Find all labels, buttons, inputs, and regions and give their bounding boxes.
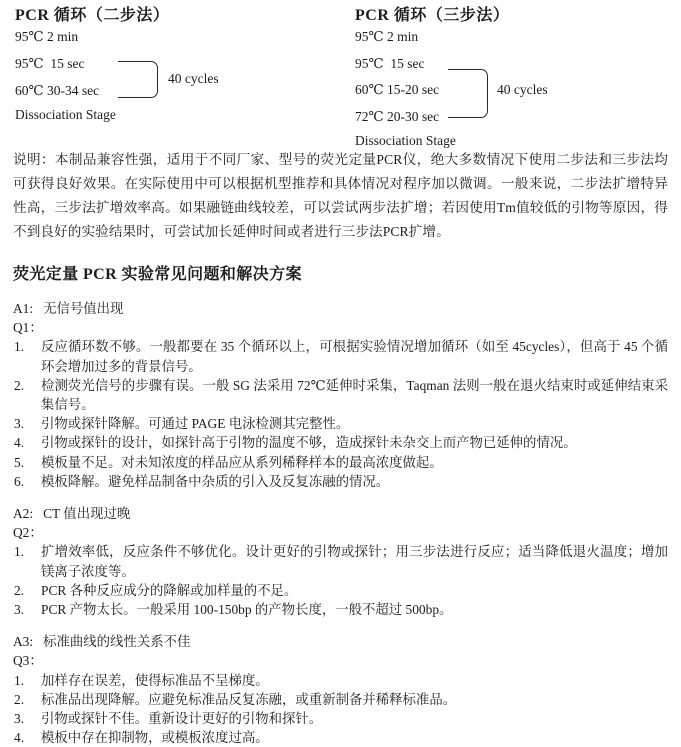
faq-2-item-1-text: 扩增效率低，反应条件不够优化。设计更好的引物或探针；用三步法进行反应；适当降低退火温度；增加镁离子浓度等。 [41, 544, 668, 579]
faq-1-item-4-text: 引物或探针的设计，如探针高于引物的温度不够，造成探针未杂交上而产物已延伸的情况。 [41, 435, 577, 451]
faq-1-item-6-text: 模板降解。避免样品制备中杂质的引入及反复冻融的情况。 [41, 473, 390, 489]
faq-3-item-4-number: 4. [14, 730, 25, 746]
protocol-three-step-dissociation-stage: Dissociation Stage [355, 133, 456, 148]
faq-question-3-label: Q3： [13, 653, 43, 669]
faq-answer-3-text: 标准曲线的线性关系不佳 [43, 634, 191, 650]
faq-heading: 荧光定量 PCR 实验常见问题和解决方案 [13, 266, 302, 283]
faq-3-item-1 [13, 671, 668, 690]
faq-1-item-6 [13, 472, 668, 491]
faq-3-item-4-text: 模板中存在抑制物，或模板浓度过高。 [41, 730, 269, 746]
faq-1-item-3-text: 引物或探针降解。可通过 PAGE 电泳检测其完整性。 [41, 416, 350, 432]
faq-1-item-4 [13, 433, 668, 452]
protocol-two-step-denaturation-initial: 95℃ 2 min [15, 29, 79, 44]
faq-question-1-label: Q1： [13, 320, 43, 336]
compatibility-note: 说明：本制品兼容性强，适用于不同厂家、型号的荧光定量PCR仪，绝大多数情况下使用二步法和三步法均可获得良好效果。在实际使用中可以根据机型推荐和具体情况对程序加以微调。一般来说，二步法扩增特异性高，三步法扩增效率高。如果融链曲线较差，可以尝试两步法扩增；若因使用Tm值较低的引物等原因，得不到良好的实验结果时，可尝试加长延伸时间或者进行三步法PCR扩增。 [13, 152, 668, 239]
faq-section-2 [13, 504, 668, 619]
faq-2-item-1-number: 1. [14, 544, 25, 560]
cycles-bracket-three-step [448, 69, 488, 118]
protocol-two-step-anneal-extend: 60℃ 30-34 sec [15, 83, 100, 98]
faq-2-item-2-number: 2. [14, 582, 25, 598]
faq-1-item-2-text: 检测荧光信号的步骤有误。一般 SG 法采用 72℃延伸时采集，Taqman 法则一般在退火结束时或延伸结束采集信号。 [41, 377, 668, 413]
faq-answer-3-label: A3: [13, 634, 34, 650]
faq-answer-1 [13, 299, 668, 318]
faq-1-item-1 [13, 337, 668, 375]
cycles-label-three-step: 40 cycles [497, 82, 548, 97]
faq-answer-3 [13, 632, 668, 651]
faq-answer-2 [13, 504, 668, 523]
faq-3-item-1-text: 加样存在误差，使得标准品不呈梯度。 [41, 672, 269, 688]
faq-1-item-2-number: 2. [14, 377, 25, 393]
faq-2-item-2-text: PCR 各种反应成分的降解或加样量的不足。 [41, 582, 298, 598]
faq-2-item-1 [13, 542, 668, 580]
faq-3-item-2-text: 标准品出现降解。应避免标准品反复冻融，或重新制备并稀释标准品。 [41, 691, 457, 707]
faq-answer-2-text: CT 值出现过晚 [43, 506, 131, 522]
faq-2-item-3-text: PCR 产物太长。一般采用 100-150bp 的产物长度，一般不超过 500bp。 [41, 602, 453, 618]
faq-body [13, 299, 668, 747]
protocol-two-step-dissociation-stage: Dissociation Stage [15, 107, 116, 122]
pcr-protocols-section [0, 0, 681, 148]
faq-3-item-3 [13, 709, 668, 728]
faq-2-item-2 [13, 581, 668, 600]
protocol-three-step-anneal: 60℃ 15-20 sec [355, 82, 440, 97]
faq-answer-1-text: 无信号值出现 [43, 301, 124, 316]
faq-1-item-3 [13, 414, 668, 433]
cycles-bracket-two-step [118, 61, 158, 98]
faq-1-item-1-number: 1. [14, 339, 25, 355]
protocol-three-step-extend: 72℃ 20-30 sec [355, 109, 440, 124]
faq-section-1 [13, 299, 668, 491]
faq-3-item-3-number: 3. [14, 711, 25, 727]
faq-answer-2-label: A2: [13, 506, 34, 522]
faq-section-3 [13, 632, 668, 747]
faq-1-item-5 [13, 453, 668, 472]
faq-1-item-6-number: 6. [14, 473, 25, 489]
faq-1-item-4-number: 4. [14, 435, 25, 451]
faq-3-item-1-number: 1. [14, 672, 25, 688]
faq-1-item-3-number: 3. [14, 416, 25, 432]
faq-question-2-label: Q2： [13, 525, 43, 541]
protocol-three-step-title: PCR 循环（三步法） [355, 7, 510, 24]
faq-2-item-3 [13, 600, 668, 619]
faq-3-item-4 [13, 728, 668, 747]
faq-answer-1-label: A1: [13, 301, 34, 316]
cycles-label-two-step: 40 cycles [168, 71, 219, 86]
faq-1-item-2 [13, 376, 668, 414]
faq-3-item-2-number: 2. [14, 691, 25, 707]
protocol-three-step-denaturation: 95℃ 15 sec [355, 56, 425, 71]
faq-1-item-1-text: 反应循环数不够。一般都要在 35 个循环以上，可根据实验情况增加循环（如至 45cycles），但高于 45 个循环会增加过多的背景信号。 [41, 339, 668, 374]
protocol-three-step-denaturation-initial: 95℃ 2 min [355, 29, 419, 44]
protocol-two-step-denaturation: 95℃ 15 sec [15, 56, 85, 71]
faq-1-item-5-number: 5. [14, 454, 25, 470]
faq-1-item-5-text: 模板量不足。对未知浓度的样品应从系列稀释样本的最高浓度做起。 [41, 454, 443, 470]
protocol-two-step-title: PCR 循环（二步法） [15, 7, 170, 24]
faq-3-item-3-text: 引物或探针不佳。重新设计更好的引物和探针。 [41, 711, 323, 727]
faq-2-item-3-number: 3. [14, 602, 25, 618]
faq-3-item-2 [13, 690, 668, 709]
